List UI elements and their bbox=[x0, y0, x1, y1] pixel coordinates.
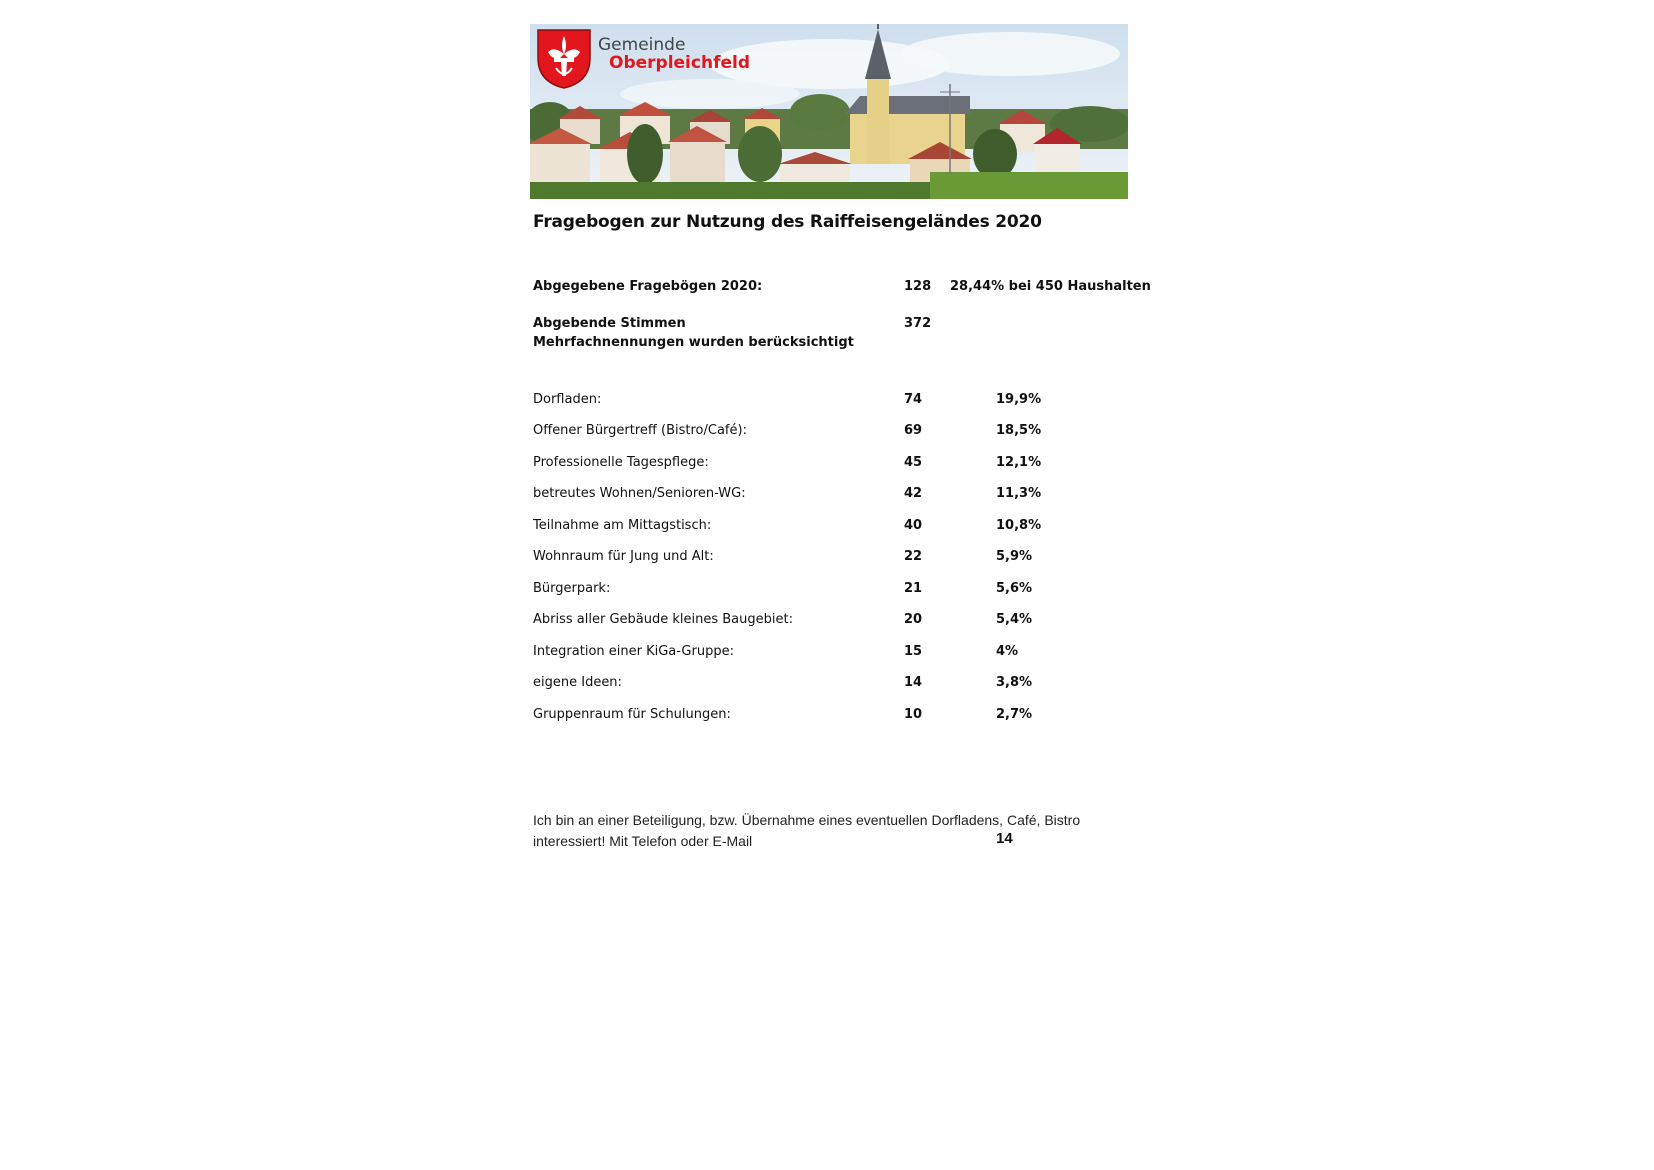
row-percent: 4% bbox=[996, 644, 1019, 659]
row-percent: 12,1% bbox=[996, 455, 1042, 470]
row-count: 22 bbox=[904, 549, 923, 564]
interest-count: 14 bbox=[996, 830, 1013, 847]
row-count: 74 bbox=[904, 392, 923, 407]
row-label: Wohnraum für Jung und Alt: bbox=[533, 549, 714, 564]
row-percent: 19,9% bbox=[996, 392, 1042, 407]
row-percent: 3,8% bbox=[996, 675, 1033, 690]
row-count: 40 bbox=[904, 518, 923, 533]
row-label: Abriss aller Gebäude kleines Baugebiet: bbox=[533, 612, 793, 627]
row-label: Bürgerpark: bbox=[533, 581, 611, 596]
row-label: Teilnahme am Mittagstisch: bbox=[533, 518, 712, 533]
row-count: 15 bbox=[904, 644, 923, 659]
row-label: Offener Bürgertreff (Bistro/Café): bbox=[533, 423, 747, 438]
header-banner bbox=[530, 24, 1128, 199]
forms-label: Abgegebene Fragebögen 2020: bbox=[533, 279, 763, 294]
row-count: 10 bbox=[904, 707, 923, 722]
row-label: betreutes Wohnen/Senioren-WG: bbox=[533, 486, 746, 501]
row-percent: 10,8% bbox=[996, 518, 1042, 533]
row-percent: 2,7% bbox=[996, 707, 1033, 722]
brand-line2: Oberpleichfeld bbox=[609, 53, 750, 73]
row-percent: 18,5% bbox=[996, 423, 1042, 438]
row-label: Gruppenraum für Schulungen: bbox=[533, 707, 731, 722]
row-percent: 5,6% bbox=[996, 581, 1033, 596]
forms-note: 28,44% bei 450 Haushalten bbox=[950, 279, 1151, 294]
row-label: Dorfladen: bbox=[533, 392, 602, 407]
forms-value: 128 bbox=[904, 279, 932, 294]
votes-sublabel: Mehrfachnennungen wurden berücksichtigt bbox=[533, 335, 854, 350]
row-count: 42 bbox=[904, 486, 923, 501]
votes-label: Abgebende Stimmen bbox=[533, 316, 686, 331]
row-label: eigene Ideen: bbox=[533, 675, 622, 690]
row-percent: 5,4% bbox=[996, 612, 1033, 627]
row-percent: 11,3% bbox=[996, 486, 1042, 501]
row-count: 14 bbox=[904, 675, 923, 690]
row-count: 45 bbox=[904, 455, 923, 470]
row-label: Integration einer KiGa-Gruppe: bbox=[533, 644, 734, 659]
row-count: 69 bbox=[904, 423, 923, 438]
row-count: 21 bbox=[904, 581, 923, 596]
fleur-de-lis-coat-of-arms-icon bbox=[538, 30, 590, 88]
votes-value: 372 bbox=[904, 316, 932, 331]
row-label: Professionelle Tagespflege: bbox=[533, 455, 709, 470]
interest-statement: Ich bin an einer Beteiligung, bzw. Übernahme eines eventuellen Dorfladens, Café, Bistro interessiert! Mit Telefon oder E-Mail bbox=[533, 812, 1081, 849]
page-title: Fragebogen zur Nutzung des Raiffeisengeländes 2020 bbox=[533, 212, 1042, 232]
brand-line1: Gemeinde bbox=[598, 35, 686, 55]
row-count: 20 bbox=[904, 612, 923, 627]
row-percent: 5,9% bbox=[996, 549, 1033, 564]
